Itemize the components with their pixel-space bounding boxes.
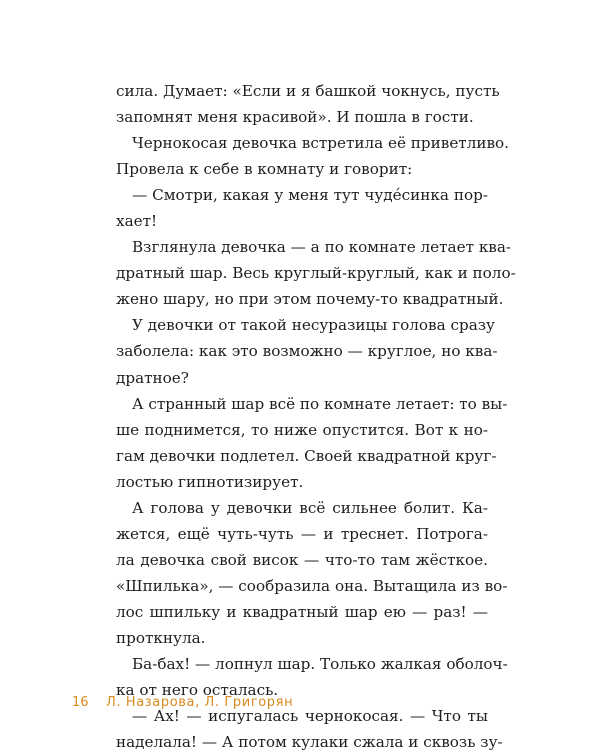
text-line: запомнят меня красивой». И пошла в гости. <box>116 108 474 127</box>
text-line: — Ах! — испугалась чернокосая. — Что ты <box>132 707 488 726</box>
text-line: — Смотри, какая у меня тут чуде́синка пор- <box>132 186 488 205</box>
text-line: ше поднимется, то ниже опустится. Вот к но- <box>116 420 488 439</box>
text-line: лостью гипнотизирует. <box>116 472 304 491</box>
text-line: ла девочка свой висок — что-то там жёсткое. <box>116 550 488 569</box>
text-line: жено шару, но при этом почему-то квадратный. <box>116 290 504 309</box>
text-line: гам девочки подлетел. Своей квадратной круг- <box>116 446 497 465</box>
text-line: дратный шар. Весь круглый-круглый, как и поло- <box>116 264 516 283</box>
text-line: лос шпильку и квадратный шар ею — раз! — <box>116 602 488 621</box>
text-line: проткнула. <box>116 628 206 647</box>
text-line: жется, ещё чуть-чуть — и треснет. Потрога- <box>116 524 488 543</box>
text-line: заболела: как это возможно — круглое, но ква- <box>116 342 498 361</box>
text-line: Провела к себе в комнату и говорит: <box>116 160 413 179</box>
text-line: дратное? <box>116 368 189 387</box>
running-footer-authors: Л. Назарова, Л. Григорян <box>106 695 294 710</box>
text-line: наделала! — А потом кулаки сжала и сквозь зу- <box>116 733 503 752</box>
text-line: «Шпилька», — сообразила она. Вытащила из во- <box>116 576 508 595</box>
text-line: ка от него осталась. <box>116 681 279 700</box>
page-number: 16 <box>72 695 89 710</box>
text-line: хает! <box>116 212 158 231</box>
text-line: А странный шар всё по комнате летает: то вы- <box>132 394 508 413</box>
text-line: Чернокосая девочка встретила её приветливо. <box>132 134 509 153</box>
text-line: Ба-бах! — лопнул шар. Только жалкая оболоч- <box>132 655 508 674</box>
text-line: Взглянула девочка — а по комнате летает ква- <box>132 238 512 257</box>
text-line: А голова у девочки всё сильнее болит. Ка- <box>132 498 488 517</box>
page-footer <box>72 695 293 710</box>
text-line: сила. Думает: «Если и я башкой чокнусь, пусть <box>116 82 500 100</box>
page-body-text <box>116 78 516 755</box>
text-line: У девочки от такой несуразицы голова сразу <box>132 316 495 335</box>
